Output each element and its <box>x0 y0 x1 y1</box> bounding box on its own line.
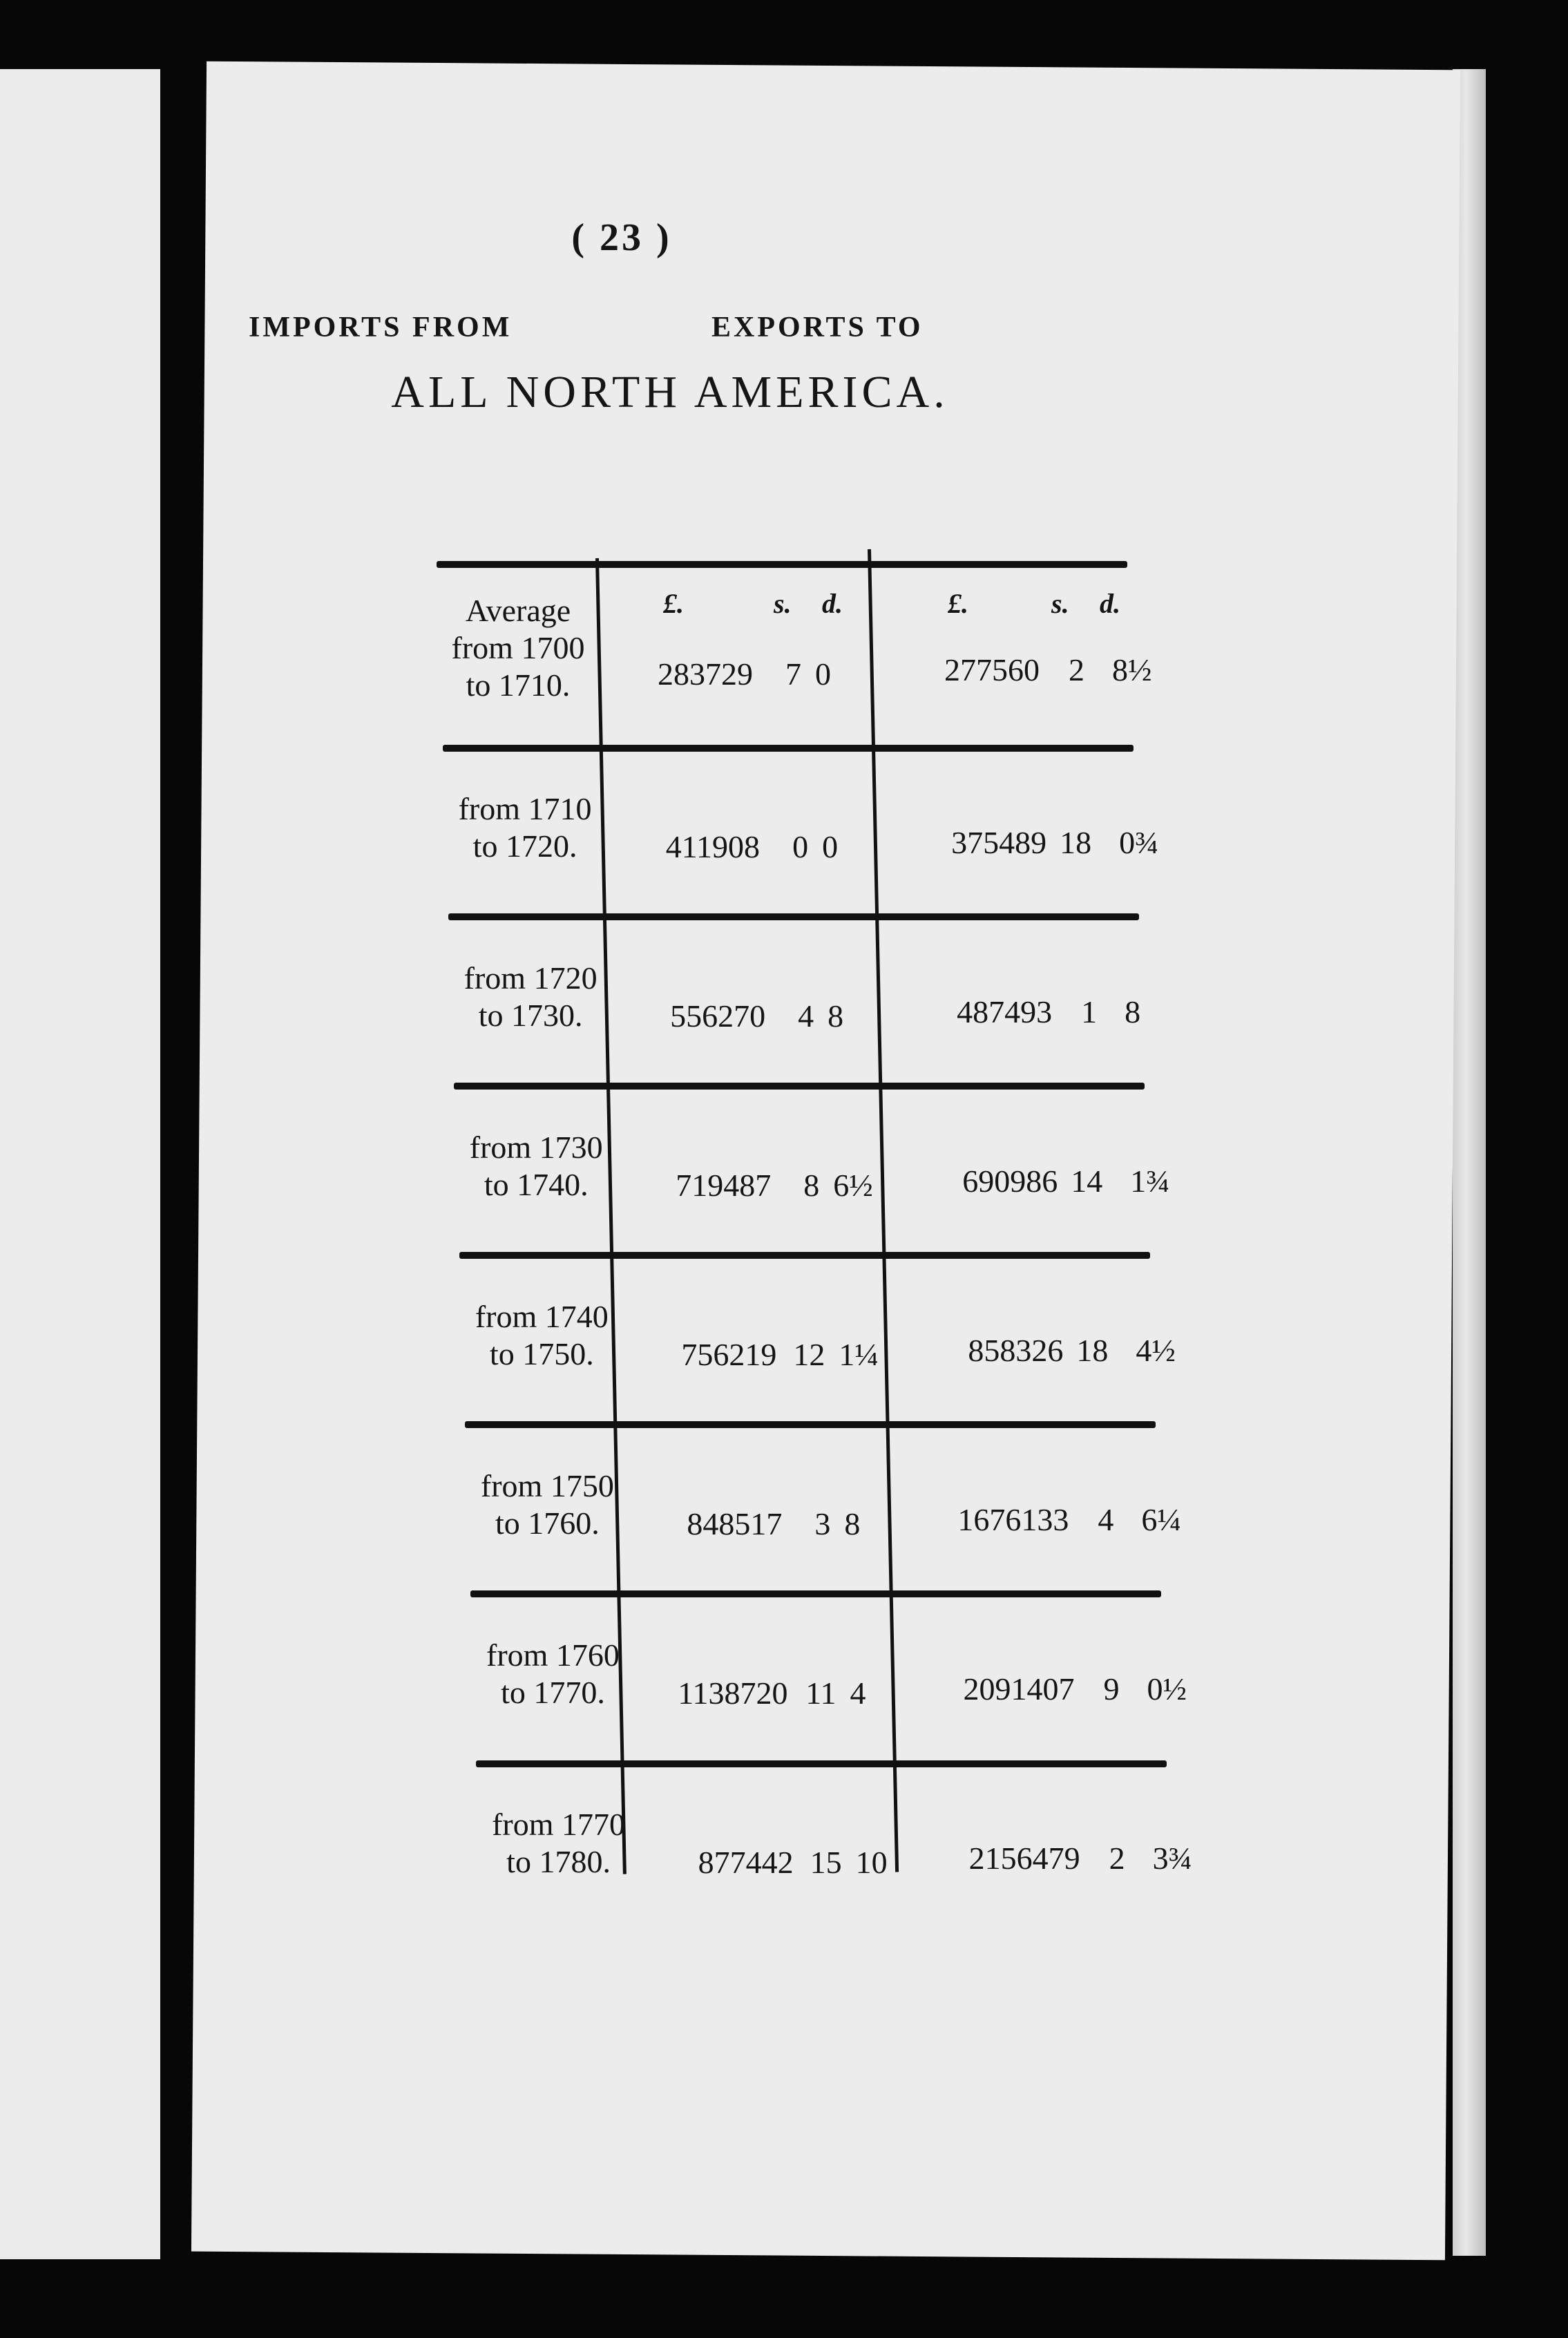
period-label: Average <box>465 593 571 628</box>
imports-shillings: 12 <box>793 1337 825 1372</box>
table-rule <box>454 1083 1145 1090</box>
exports-pounds: 1676133 <box>957 1502 1069 1537</box>
pounds-header: £. <box>948 588 968 619</box>
period-label: to 1770. <box>501 1675 605 1710</box>
period-label: to 1710. <box>466 667 571 703</box>
period-label: to 1760. <box>495 1505 600 1541</box>
imports-pounds: 283729 <box>658 656 753 692</box>
imports-shillings: 11 <box>805 1675 836 1711</box>
exports-shillings: 4 <box>1098 1502 1114 1537</box>
period-label: to 1780. <box>506 1844 611 1879</box>
exports-header: EXPORTS TO <box>711 312 924 343</box>
exports-shillings: 18 <box>1076 1333 1109 1368</box>
period-label: from 1720 <box>463 960 597 996</box>
imports-shillings: 3 <box>814 1506 831 1541</box>
exports-pounds: 858326 <box>968 1333 1064 1368</box>
table-rule <box>465 1421 1156 1428</box>
imports-pounds: 719487 <box>676 1168 772 1203</box>
period-label: from 1740 <box>475 1299 609 1334</box>
imports-pounds: 556270 <box>670 998 766 1034</box>
imports-pounds: 411908 <box>665 829 761 864</box>
imports-pence: 0 <box>815 656 831 692</box>
exports-shillings: 18 <box>1060 825 1092 860</box>
period-label: from 1750 <box>480 1468 614 1503</box>
shillings-header: s. <box>774 588 792 619</box>
exports-pence: 4½ <box>1136 1333 1176 1368</box>
period-label: from 1760 <box>486 1637 620 1673</box>
period-label: to 1720. <box>472 828 577 864</box>
period-label: from 1770 <box>492 1807 626 1842</box>
shillings-header: s. <box>1051 588 1069 619</box>
table-rule <box>437 561 1127 568</box>
imports-pence: 0 <box>822 829 839 864</box>
exports-shillings: 2 <box>1109 1841 1125 1876</box>
exports-pounds: 2156479 <box>968 1841 1080 1876</box>
imports-shillings: 4 <box>798 998 814 1034</box>
imports-pence: 4 <box>850 1675 866 1711</box>
facing-page <box>0 69 160 2259</box>
exports-pounds: 690986 <box>962 1163 1058 1199</box>
imports-header: IMPORTS FROM <box>249 312 513 343</box>
imports-pence: 10 <box>855 1845 888 1880</box>
period-label: from 1710 <box>458 791 592 826</box>
imports-shillings: 15 <box>810 1845 842 1880</box>
exports-pounds: 487493 <box>957 994 1053 1029</box>
table-rule <box>476 1760 1167 1767</box>
exports-shillings: 1 <box>1081 994 1098 1029</box>
table-rule <box>470 1590 1161 1597</box>
exports-pounds: 277560 <box>944 652 1040 687</box>
table-title: ALL NORTH AMERICA. <box>391 367 949 417</box>
exports-pence: 1¾ <box>1130 1163 1170 1199</box>
table-rule <box>448 913 1139 920</box>
period-label: from 1730 <box>469 1130 603 1165</box>
imports-pounds: 848517 <box>687 1506 783 1541</box>
imports-pence: 8 <box>828 998 844 1034</box>
exports-pounds: 375489 <box>951 825 1047 860</box>
imports-shillings: 8 <box>803 1168 820 1203</box>
exports-shillings: 14 <box>1071 1163 1103 1199</box>
exports-shillings: 9 <box>1103 1671 1120 1707</box>
exports-pence: 6¼ <box>1141 1502 1181 1537</box>
exports-pounds: 2091407 <box>963 1671 1075 1707</box>
imports-pence: 1¼ <box>839 1337 879 1372</box>
imports-pence: 8 <box>844 1506 861 1541</box>
pence-header: d. <box>1100 588 1120 619</box>
imports-pounds: 877442 <box>698 1845 794 1880</box>
exports-pence: 3¾ <box>1152 1841 1193 1876</box>
exports-pence: 8½ <box>1112 652 1152 687</box>
table-rule <box>443 745 1134 752</box>
exports-shillings: 2 <box>1069 652 1084 687</box>
period-label: to 1730. <box>478 998 583 1033</box>
period-label: to 1750. <box>489 1336 594 1371</box>
pounds-header: £. <box>663 588 684 619</box>
period-label: to 1740. <box>484 1167 589 1202</box>
exports-pence: 0¾ <box>1119 825 1159 860</box>
imports-shillings: 0 <box>792 829 809 864</box>
imports-pounds: 756219 <box>681 1337 777 1372</box>
pence-header: d. <box>822 588 843 619</box>
exports-pence: 8 <box>1125 994 1141 1029</box>
exports-pence: 0½ <box>1147 1671 1187 1707</box>
imports-pence: 6½ <box>833 1168 873 1203</box>
imports-shillings: 7 <box>785 656 801 692</box>
imports-pounds: 1138720 <box>678 1675 788 1711</box>
period-label: from 1700 <box>451 630 585 665</box>
page-number: ( 23 ) <box>571 216 672 259</box>
table-rule <box>459 1252 1150 1259</box>
